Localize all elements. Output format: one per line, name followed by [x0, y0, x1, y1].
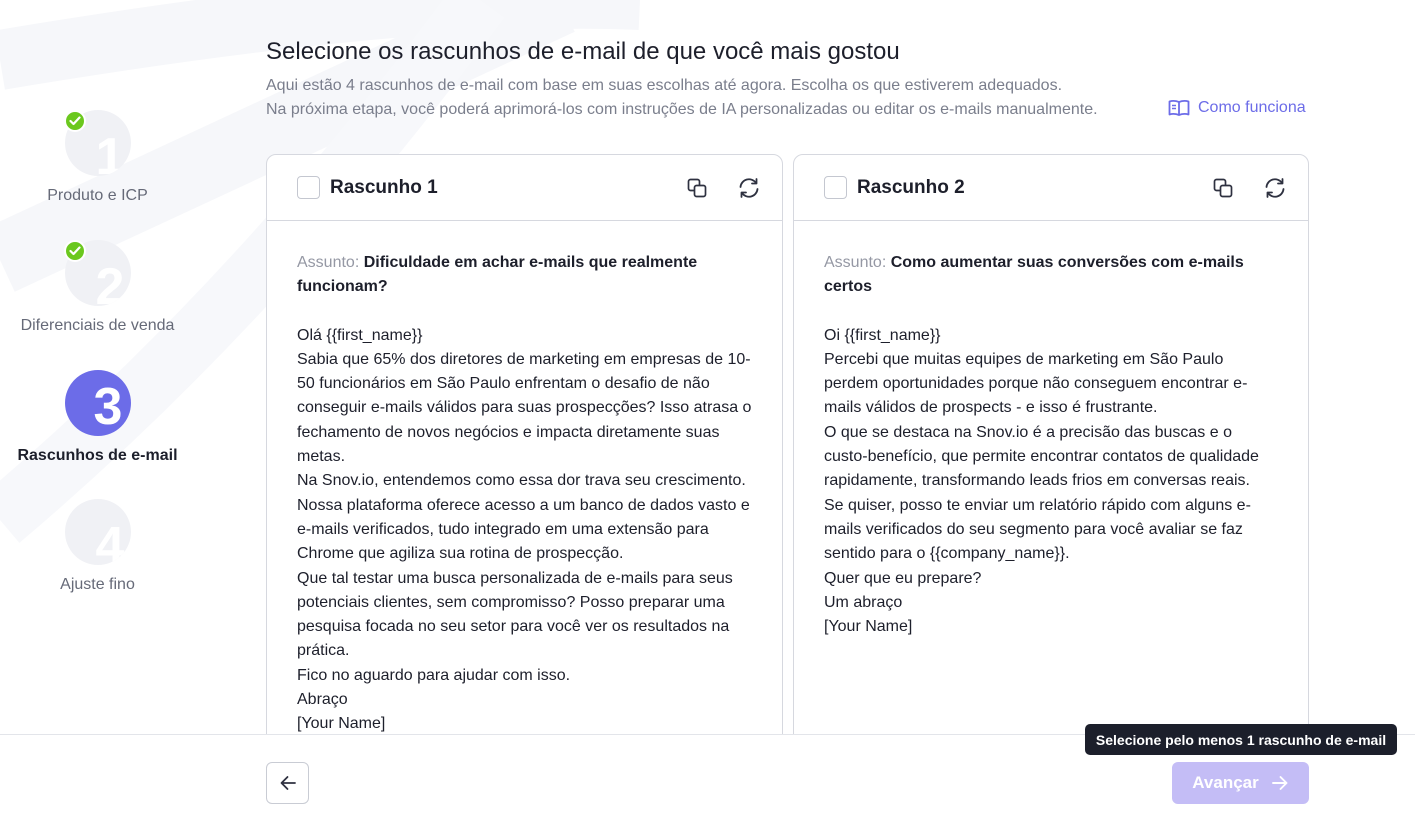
- arrow-right-icon: [1271, 775, 1289, 791]
- draft-2-checkbox[interactable]: [824, 176, 847, 199]
- subject-text: Dificuldade em achar e-mails que realmente funcionam?: [297, 254, 698, 296]
- back-button[interactable]: [266, 762, 309, 804]
- body-line: Na Snov.io, entendemos como essa dor trava seu crescimento. Nossa plataforma oferece acesso a um banco de dados vasto e e-mails verificados, tudo integrado em uma extensão para Chrome que agiliza sua rotina de prospecção.: [297, 472, 750, 563]
- draft-card-header: [267, 155, 782, 221]
- step-number-circle: 1: [65, 110, 131, 176]
- body-line: Oi {{first_name}}: [824, 326, 941, 344]
- draft-title: Rascunho 1: [330, 176, 438, 198]
- how-it-works-label: Como funciona: [1198, 99, 1306, 116]
- subject-label: Assunto:: [824, 254, 887, 271]
- book-icon: [1168, 99, 1190, 117]
- next-button-tooltip: Selecione pelo menos 1 rascunho de e-mail: [1085, 724, 1397, 755]
- body-line: Fico no aguardo para ajudar com isso.: [297, 666, 571, 684]
- body-line: Sabia que 65% dos diretores de marketing em empresas de 10-50 funcionários em São Paulo enfrentam o desafio de não conseguir e-mails válidos para suas prospecções? Isso atrasa o fechamento de novos negócios e impacta diretamente suas metas.: [297, 350, 752, 466]
- body-line: Percebi que muitas equipes de marketing em São Paulo perdem oportunidades porque não conseguem encontrar e-mails válidos de prospects - e isso é frustrante.: [824, 350, 1248, 417]
- draft-card-1: [266, 154, 783, 754]
- refresh-icon: [1263, 177, 1287, 199]
- page-title: Selecione os rascunhos de e-mail de que você mais gostou: [266, 38, 900, 65]
- body-line: O que se destaca na Snov.io é a precisão das buscas e o custo-benefício, que permite encontrar contatos de qualidade rapidamente, transformando leads frios em conversas reais.: [824, 423, 1259, 490]
- draft-subject: [824, 251, 1278, 300]
- step-label: Ajuste fino: [60, 576, 135, 593]
- step-label: Rascunhos de e-mail: [17, 447, 178, 464]
- page-subtitle-line-1: Aqui estão 4 rascunhos de e-mail com base em suas escolhas até agora. Escolha os que estiverem adequados.: [266, 77, 1063, 94]
- body-line: [Your Name]: [824, 618, 913, 636]
- copy-button[interactable]: [682, 173, 712, 203]
- step-label: Diferenciais de venda: [20, 317, 175, 334]
- draft-title: Rascunho 2: [857, 176, 965, 198]
- body-line: Olá {{first_name}}: [297, 326, 423, 344]
- body-line: Quer que eu prepare?: [824, 569, 982, 587]
- draft-subject: [297, 251, 752, 300]
- next-button[interactable]: [1172, 762, 1309, 804]
- check-icon: [64, 110, 86, 132]
- subject-label: Assunto:: [297, 254, 360, 271]
- draft-card-2: [793, 154, 1309, 754]
- copy-icon: [687, 178, 707, 198]
- next-button-label: Avançar: [1192, 773, 1259, 792]
- step-number-circle: 2: [65, 240, 131, 306]
- check-icon: [64, 240, 86, 262]
- draft-card-header: [794, 155, 1308, 221]
- refresh-icon: [737, 177, 761, 199]
- draft-body: [794, 221, 1308, 639]
- body-line: [Your Name]: [297, 715, 386, 733]
- draft-body: [267, 221, 782, 737]
- arrow-left-icon: [279, 775, 297, 791]
- copy-icon: [1213, 178, 1233, 198]
- copy-button[interactable]: [1208, 173, 1238, 203]
- step-label: Produto e ICP: [47, 187, 148, 204]
- regenerate-button[interactable]: [734, 173, 764, 203]
- step-number-circle: 4: [65, 499, 131, 565]
- regenerate-button[interactable]: [1260, 173, 1290, 203]
- subject-text: Como aumentar suas conversões com e-mails certos: [824, 254, 1244, 296]
- draft-1-checkbox[interactable]: [297, 176, 320, 199]
- body-line: Se quiser, posso te enviar um relatório rápido com alguns e-mails verificados do seu segmento para você avaliar se faz sentido para o {{company_name}}.: [824, 496, 1251, 563]
- page-subtitle-line-2: Na próxima etapa, você poderá aprimorá-los com instruções de IA personalizadas ou editar os e-mails manualmente.: [266, 101, 1098, 118]
- body-line: Que tal testar uma busca personalizada de e-mails para seus potenciais clientes, sem compromisso? Posso preparar uma pesquisa focada no seu setor para você ver os resultados na prática.: [297, 569, 733, 660]
- how-it-works-link[interactable]: [1168, 99, 1306, 117]
- body-line: Um abraço: [824, 593, 903, 611]
- step-number-circle: 3: [65, 370, 131, 436]
- body-line: Abraço: [297, 691, 348, 709]
